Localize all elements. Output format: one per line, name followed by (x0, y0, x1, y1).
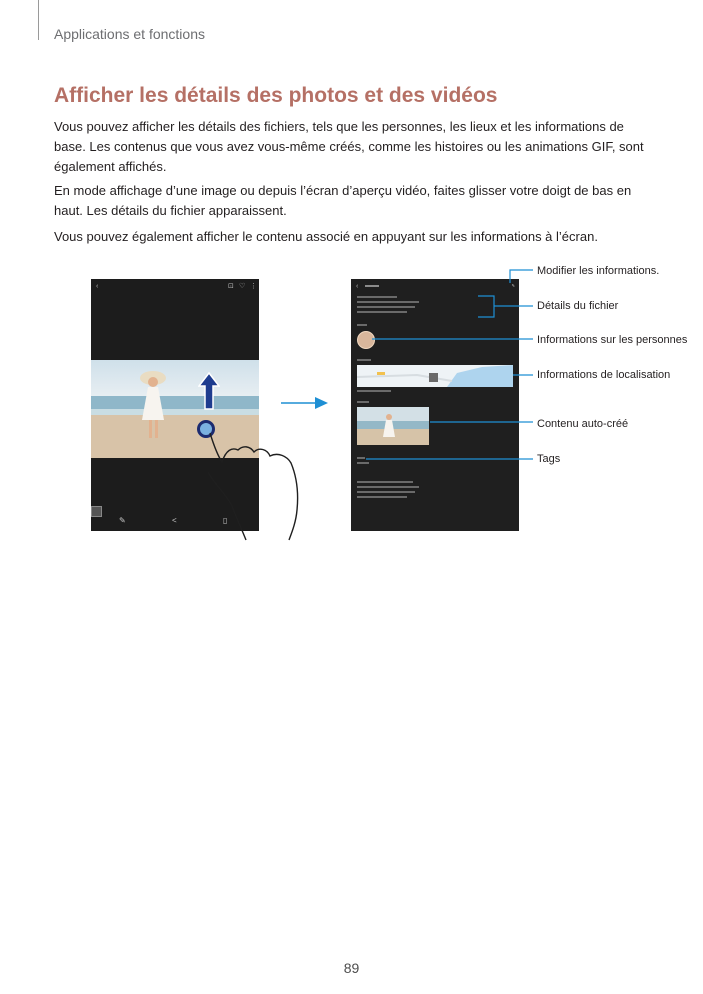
trash-icon[interactable]: ▯ (223, 516, 228, 525)
chevron-left-icon[interactable]: ‹ (96, 283, 99, 290)
chevron-left-icon[interactable]: ‹ (356, 283, 359, 290)
callout-tags: Tags (537, 453, 561, 465)
page-number: 89 (343, 960, 360, 976)
section-header: Applications et fonctions (54, 26, 205, 42)
paragraph-swipe: En mode affichage d’une image ou depuis l’écran d’aperçu vidéo, faites glisser votre doigt de bas en haut. Les détails du fichier apparaissent. (54, 183, 632, 218)
more-vertical-icon[interactable]: ⋮ (250, 283, 257, 290)
callout-location: Informations de localisation (537, 369, 671, 381)
transition-arrow-icon (315, 397, 328, 409)
paragraph-related: Vous pouvez également afficher le contenu associé en appuyant sur les informations à l’écran. (54, 229, 598, 244)
callout-file-details: Détails du fichier (537, 300, 619, 312)
callout-people: Informations sur les personnes (537, 334, 688, 346)
pencil-icon[interactable]: ✎ (119, 516, 126, 525)
paragraph-intro: Vous pouvez afficher les détails des fichiers, tels que les personnes, les lieux et les informations de base. Les contenus que vous avez vous-même créés, comme les histoires ou les animations GIF, sont également affichés. (54, 119, 644, 174)
cast-icon[interactable]: ⊡ (228, 283, 234, 290)
callout-modify: Modifier les informations. (537, 265, 660, 277)
page-title: Afficher les détails des photos et des vidéos (54, 84, 498, 107)
heart-icon[interactable]: ♡ (239, 283, 246, 290)
share-icon[interactable]: < (172, 516, 177, 525)
callout-auto-content: Contenu auto-créé (537, 418, 629, 430)
swipe-hand-icon (208, 433, 298, 540)
edit-icon[interactable]: ✎ (511, 283, 515, 288)
